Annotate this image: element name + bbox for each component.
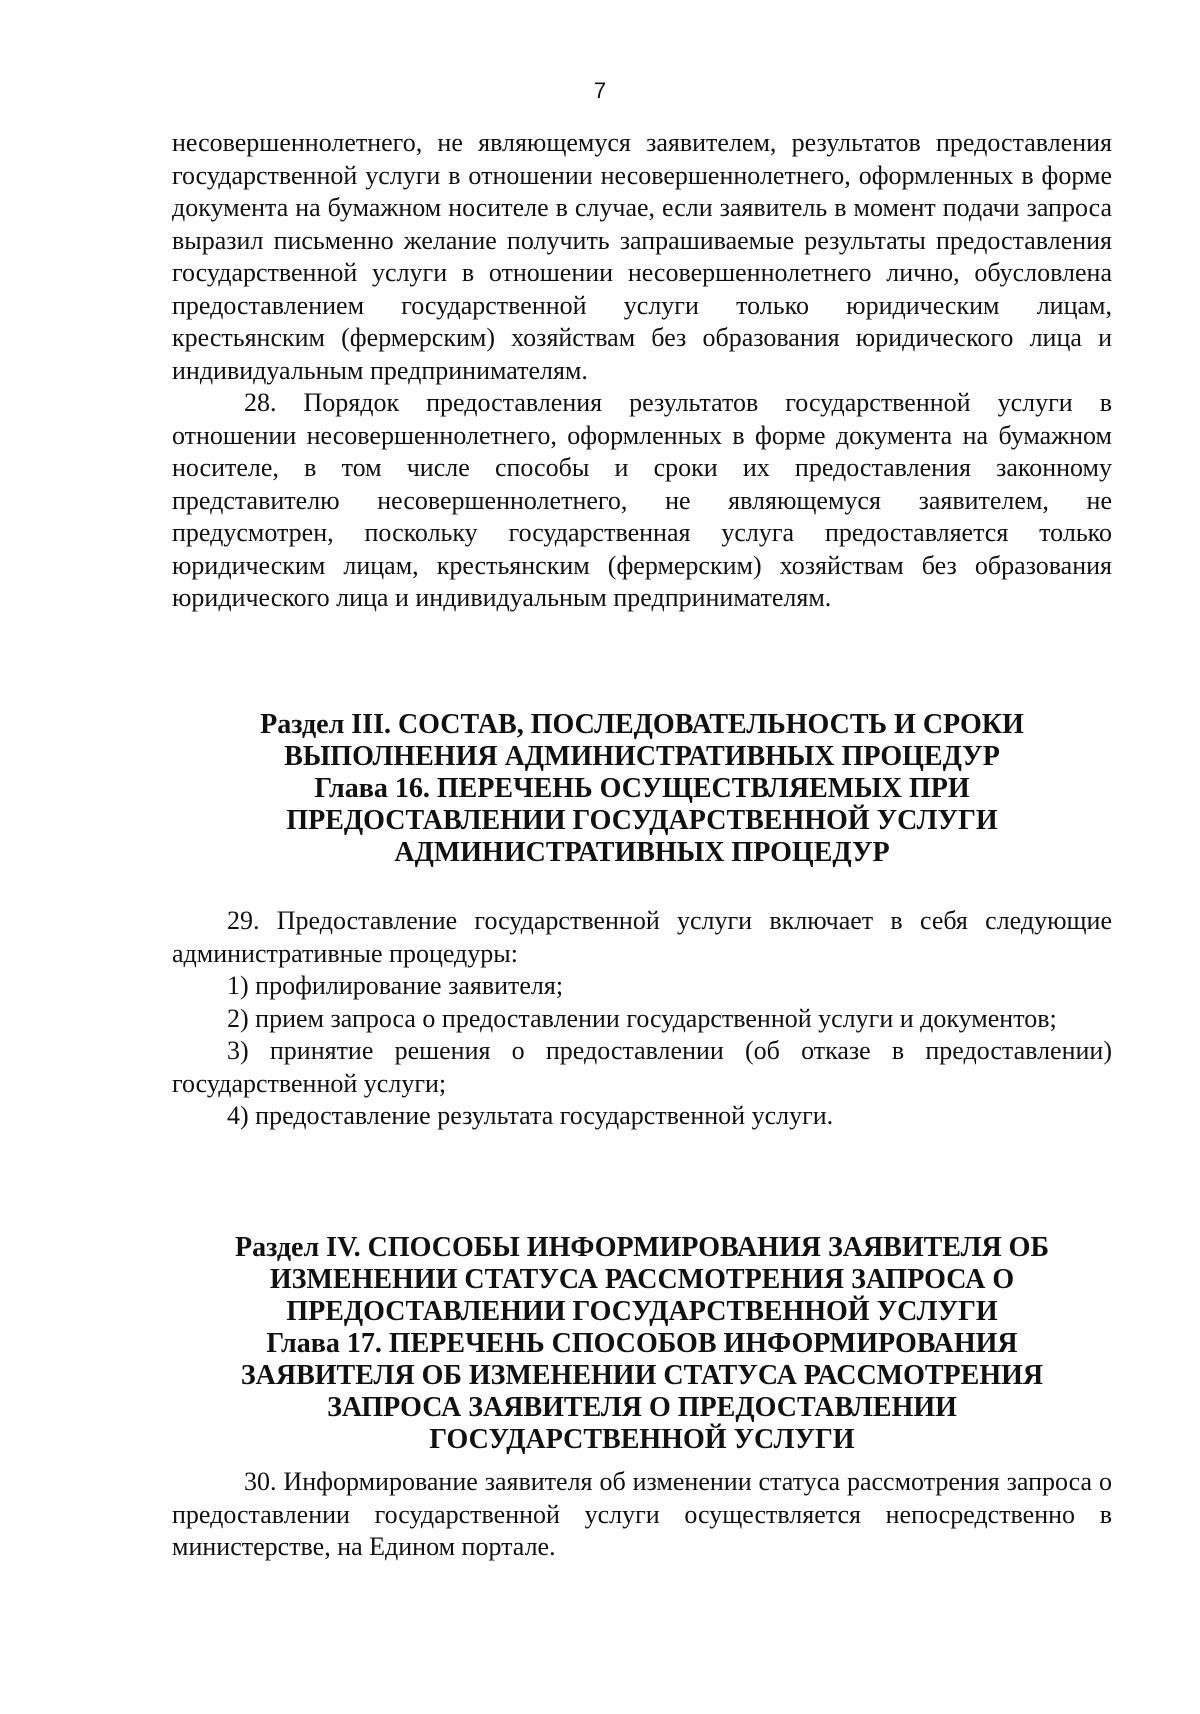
heading-line: ПРЕДОСТАВЛЕНИИ ГОСУДАРСТВЕННОЙ УСЛУГИ — [286, 805, 998, 836]
list-item: 3) принятие решения о предоставлении (об отказе в предоставлении) государственной услуги; — [172, 1036, 1112, 1098]
list-item: 1) профилирование заявителя; — [227, 971, 564, 1000]
paragraph-29: 29. Предоставление государственной услуги включает в себя следующие административные процедуры: — [172, 906, 1112, 968]
heading-line: Раздел III. СОСТАВ, ПОСЛЕДОВАТЕЛЬНОСТЬ И СРОКИ — [260, 709, 1024, 740]
heading-line: ГОСУДАРСТВЕННОЙ УСЛУГИ — [429, 1424, 855, 1455]
list-item: 4) предоставление результата государственной услуги. — [227, 1101, 834, 1130]
section-4-heading — [172, 1232, 1112, 1456]
page-number: 7 — [593, 78, 607, 103]
heading-line: ПРЕДОСТАВЛЕНИИ ГОСУДАРСТВЕННОЙ УСЛУГИ — [286, 1296, 998, 1327]
heading-line: Глава 17. ПЕРЕЧЕНЬ СПОСОБОВ ИНФОРМИРОВАНИЯ — [266, 1328, 1018, 1359]
paragraph-28: 28. Порядок предоставления результатов государственной услуги в отношении несовершеннолетнего, оформленных в форме документа на бумажном носителе, в том числе способы и сроки их предоставления законному представителю несовершеннолетнего, не являющемуся заявителем, не предусмотрен, поскольку государственная услуга предоставляется только юридическим лицам, крестьянским (фермерским) хозяйствам без образования юридического лица и индивидуальным предпринимателям. — [172, 388, 1112, 612]
text-block-top — [172, 127, 1112, 615]
heading-line: ЗАЯВИТЕЛЯ ОБ ИЗМЕНЕНИИ СТАТУСА РАССМОТРЕНИЯ — [240, 1360, 1044, 1391]
heading-line: АДМИНИСТРАТИВНЫХ ПРОЦЕДУР — [394, 837, 890, 868]
text-block-bottom — [172, 1466, 1112, 1564]
paragraph-30: 30. Информирование заявителя об изменении статуса рассмотрения запроса о предоставлении государственной услуги осуществляется непосредственно в министерстве, на Едином портале. — [172, 1467, 1112, 1561]
heading-line: Раздел IV. СПОСОБЫ ИНФОРМИРОВАНИЯ ЗАЯВИТЕЛЯ ОБ — [235, 1232, 1049, 1263]
paragraph-continuation: несовершеннолетнего, не являющемуся заявителем, результатов предоставления государственной услуги в отношении несовершеннолетнего, оформленных в форме документа на бумажном носителе в случае, если заявитель в момент подачи запроса выразил письменно желание получить запрашиваемые результаты предоставления государственной услуги в отношении несовершеннолетнего лично, обусловлена предоставлением государственной услуги только юридическим лицам, крестьянским (фермерским) хозяйствам без образования юридического лица и индивидуальным предпринимателям. — [172, 128, 1112, 385]
text-block-middle — [172, 905, 1112, 1133]
heading-line: Глава 16. ПЕРЕЧЕНЬ ОСУЩЕСТВЛЯЕМЫХ ПРИ — [314, 773, 970, 804]
heading-line: ИЗМЕНЕНИИ СТАТУСА РАССМОТРЕНИЯ ЗАПРОСА О — [269, 1264, 1015, 1295]
section-3-heading — [172, 709, 1112, 869]
heading-line: ЗАПРОСА ЗАЯВИТЕЛЯ О ПРЕДОСТАВЛЕНИИ — [327, 1392, 957, 1423]
heading-line: ВЫПОЛНЕНИЯ АДМИНИСТРАТИВНЫХ ПРОЦЕДУР — [284, 741, 1000, 772]
list-item: 2) прием запроса о предоставлении государственной услуги и документов; — [227, 1003, 1057, 1033]
